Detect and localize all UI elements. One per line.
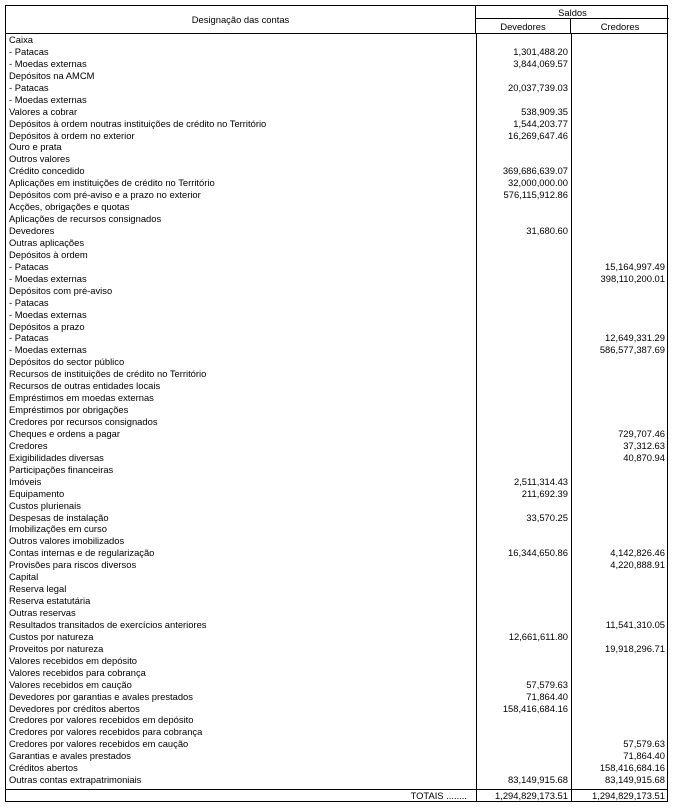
table-row <box>6 726 667 738</box>
account-name: Devedores por créditos abertos <box>9 702 140 714</box>
account-name: Crédito concedido <box>9 165 85 177</box>
credores-value: 398,110,200.01 <box>600 272 665 284</box>
credores-value: 37,312.63 <box>623 439 665 451</box>
account-name: Valores a cobrar <box>9 105 78 117</box>
totals-label: TOTAIS ........ <box>410 790 467 801</box>
account-name: Despesas de instalação <box>9 511 109 523</box>
credores-value: 12,649,331.29 <box>605 332 665 344</box>
table-row <box>6 762 667 774</box>
account-name: - Moedas externas <box>9 344 87 356</box>
account-name: Exigibilidades diversas <box>9 451 104 463</box>
table-row <box>6 523 667 535</box>
account-name: Reserva legal <box>9 583 67 595</box>
header-designacao: Designação das contas <box>6 6 476 33</box>
table-row <box>6 309 667 321</box>
account-name: Depósitos à ordem noutras instituições de crédito no Território <box>9 117 267 129</box>
account-name: Equipamento <box>9 487 65 499</box>
account-name: Aplicações em instituições de crédito no Território <box>9 177 215 189</box>
account-name: Outras contas extrapatrimoniais <box>9 774 142 786</box>
table-row <box>6 500 667 512</box>
devedores-value: 31,680.60 <box>526 225 568 236</box>
table-row <box>6 464 667 476</box>
devedores-value: 57,579.63 <box>526 678 568 690</box>
table-row <box>6 249 667 261</box>
account-name: Depósitos com pré-aviso <box>9 284 113 296</box>
account-name: Outras reservas <box>9 607 76 618</box>
account-name: Valores recebidos para cobrança <box>9 666 146 678</box>
account-name: - Moedas externas <box>9 308 87 320</box>
table-row <box>6 679 667 691</box>
table-row <box>6 285 667 297</box>
devedores-value: 71,864.40 <box>526 690 568 702</box>
table-row <box>6 416 667 428</box>
table-row <box>6 428 667 440</box>
devedores-value: 33,570.25 <box>526 511 568 523</box>
table-row <box>6 583 667 595</box>
account-name: - Moedas externas <box>9 93 87 105</box>
table-row <box>6 571 667 583</box>
account-name: Ouro e prata <box>9 141 62 153</box>
table-row <box>6 189 667 201</box>
table-row <box>6 118 667 130</box>
account-name: Acções, obrigações e quotas <box>9 201 130 213</box>
table-row <box>6 714 667 726</box>
table-row <box>6 750 667 762</box>
devedores-value: 538,909.35 <box>521 105 568 117</box>
account-name: Empréstimos por obrigações <box>9 404 129 416</box>
account-name: Reserva estatutária <box>9 595 91 607</box>
table-row <box>6 82 667 94</box>
table-row <box>6 655 667 667</box>
account-name: Devedores por garantias e avales prestados <box>9 690 193 702</box>
table-row <box>6 141 667 153</box>
credores-value: 4,220,888.91 <box>610 559 665 571</box>
account-name: Contas internas e de regularização <box>9 547 155 559</box>
credores-value: 71,864.40 <box>623 750 665 762</box>
credores-value: 11,541,310.05 <box>605 618 665 630</box>
table-row <box>6 321 667 333</box>
account-name: Depósitos à ordem <box>9 248 88 260</box>
credores-value: 19,918,296.71 <box>605 642 665 654</box>
account-name: Credores <box>9 439 48 451</box>
account-name: Depósitos com pré-aviso e a prazo no exterior <box>9 189 201 201</box>
account-name: Depósitos a prazo <box>9 320 85 332</box>
table-row <box>6 404 667 416</box>
account-name: Credores por valores recebidos em depósito <box>9 714 194 726</box>
credores-value: 57,579.63 <box>623 738 665 750</box>
table-row <box>6 774 667 786</box>
header-devedores: Devedores <box>476 19 571 33</box>
table-row <box>6 297 667 309</box>
account-name: - Patacas <box>9 45 49 57</box>
devedores-value: 20,037,739.03 <box>508 81 568 93</box>
table-row <box>6 512 667 524</box>
account-name: Credores por valores recebidos em caução <box>9 738 189 750</box>
account-name: - Patacas <box>9 81 49 93</box>
credores-value: 729,707.46 <box>618 427 665 439</box>
table-row <box>6 46 667 58</box>
table-row <box>6 452 667 464</box>
table-header <box>6 6 667 34</box>
devedores-value: 16,269,647.46 <box>508 129 568 141</box>
account-name: Valores recebidos em caução <box>9 678 132 690</box>
table-row <box>6 356 667 368</box>
table-row <box>6 261 667 273</box>
table-row <box>6 440 667 452</box>
devedores-value: 369,686,639.07 <box>502 165 568 177</box>
devedores-value: 3,844,069.57 <box>513 57 568 69</box>
table-row <box>6 380 667 392</box>
table-row <box>6 738 667 750</box>
table-row <box>6 368 667 380</box>
table-row <box>6 70 667 82</box>
account-name: Recursos de outras entidades locais <box>9 380 161 392</box>
credores-value: 4,142,826.46 <box>610 547 665 559</box>
account-name: Capital <box>9 571 39 583</box>
table-row <box>6 201 667 213</box>
account-name: - Patacas <box>9 260 49 272</box>
devedores-value: 12,661,611.80 <box>508 630 568 642</box>
header-saldos: Saldos <box>476 6 669 19</box>
account-name: - Patacas <box>9 296 49 308</box>
table-row <box>6 476 667 488</box>
table-row <box>6 488 667 500</box>
devedores-value: 32,000,000.00 <box>508 177 568 189</box>
table-row <box>6 165 667 177</box>
account-name: Provisões para riscos diversos <box>9 559 137 571</box>
devedores-value: 211,692.39 <box>521 487 568 499</box>
table-row <box>6 559 667 571</box>
table-row <box>6 177 667 189</box>
table-body <box>6 34 667 791</box>
table-row <box>6 607 667 619</box>
account-name: Proveitos por natureza <box>9 642 104 654</box>
table-row <box>6 535 667 547</box>
credores-value: 40,870.94 <box>623 451 665 463</box>
table-row <box>6 547 667 559</box>
table-row <box>6 106 667 118</box>
table-row <box>6 130 667 142</box>
header-credores: Credores <box>600 20 640 32</box>
devedores-value: 16,344,650.86 <box>508 547 568 559</box>
account-name: Devedores <box>9 225 55 236</box>
table-row <box>6 619 667 631</box>
table-row <box>6 595 667 607</box>
table-row <box>6 237 667 249</box>
account-name: Recursos de instituições de crédito no Território <box>9 368 207 380</box>
account-name: Credores por recursos consignados <box>9 416 158 427</box>
table-row <box>6 213 667 225</box>
account-name: - Moedas externas <box>9 272 87 284</box>
table-row <box>6 344 667 356</box>
totals-devedores: 1,294,829,173.51 <box>495 790 568 801</box>
account-name: - Patacas <box>9 332 49 344</box>
devedores-value: 2,511,314.43 <box>513 475 568 487</box>
table-row <box>6 392 667 404</box>
credores-value: 15,164,997.49 <box>605 260 665 272</box>
devedores-value: 1,544,203.77 <box>513 117 568 129</box>
account-name: Participações financeiras <box>9 463 114 475</box>
table-row <box>6 153 667 165</box>
credores-value: 83,149,915.68 <box>605 774 665 786</box>
credores-value: 586,577,387.69 <box>599 344 665 356</box>
table-row <box>6 94 667 106</box>
account-name: - Moedas externas <box>9 57 87 69</box>
totals-credores: 1,294,829,173.51 <box>592 790 665 801</box>
devedores-value: 576,115,912.86 <box>503 189 568 201</box>
totals-row <box>6 789 667 801</box>
table-row <box>6 332 667 344</box>
table-row <box>6 225 667 237</box>
account-name: Outros valores imobilizados <box>9 535 125 547</box>
balance-sheet-table <box>5 5 668 802</box>
credores-value: 158,416,684.16 <box>599 762 665 774</box>
account-name: Credores por valores recebidos para cobrança <box>9 726 203 738</box>
account-name: Depósitos à ordem no exterior <box>9 129 135 141</box>
account-name: Depósitos na AMCM <box>9 69 95 81</box>
account-name: Outros valores <box>9 153 70 165</box>
table-row <box>6 667 667 679</box>
account-name: Outras aplicações <box>9 236 85 248</box>
account-name: Custos plurienais <box>9 499 81 511</box>
account-name: Cheques e ordens a pagar <box>9 427 121 439</box>
account-name: Imóveis <box>9 475 42 487</box>
account-name: Caixa <box>9 34 33 45</box>
table-row <box>6 643 667 655</box>
table-row <box>6 58 667 70</box>
account-name: Aplicações de recursos consignados <box>9 213 162 225</box>
account-name: Garantias e avales prestados <box>9 750 131 762</box>
account-name: Créditos abertos <box>9 762 78 774</box>
table-row <box>6 273 667 285</box>
table-row <box>6 34 667 46</box>
account-name: Imobilizações em curso <box>9 523 107 535</box>
devedores-value: 158,416,684.16 <box>502 702 568 714</box>
account-name: Depósitos do sector público <box>9 356 125 368</box>
devedores-value: 1,301,488.20 <box>513 45 568 57</box>
table-row <box>6 691 667 703</box>
account-name: Custos por natureza <box>9 630 94 642</box>
account-name: Resultados transitados de exercícios anteriores <box>9 618 207 630</box>
devedores-value: 83,149,915.68 <box>508 774 568 786</box>
account-name: Empréstimos em moedas externas <box>9 392 154 404</box>
table-row <box>6 631 667 643</box>
table-row <box>6 703 667 715</box>
account-name: Valores recebidos em depósito <box>9 654 138 666</box>
